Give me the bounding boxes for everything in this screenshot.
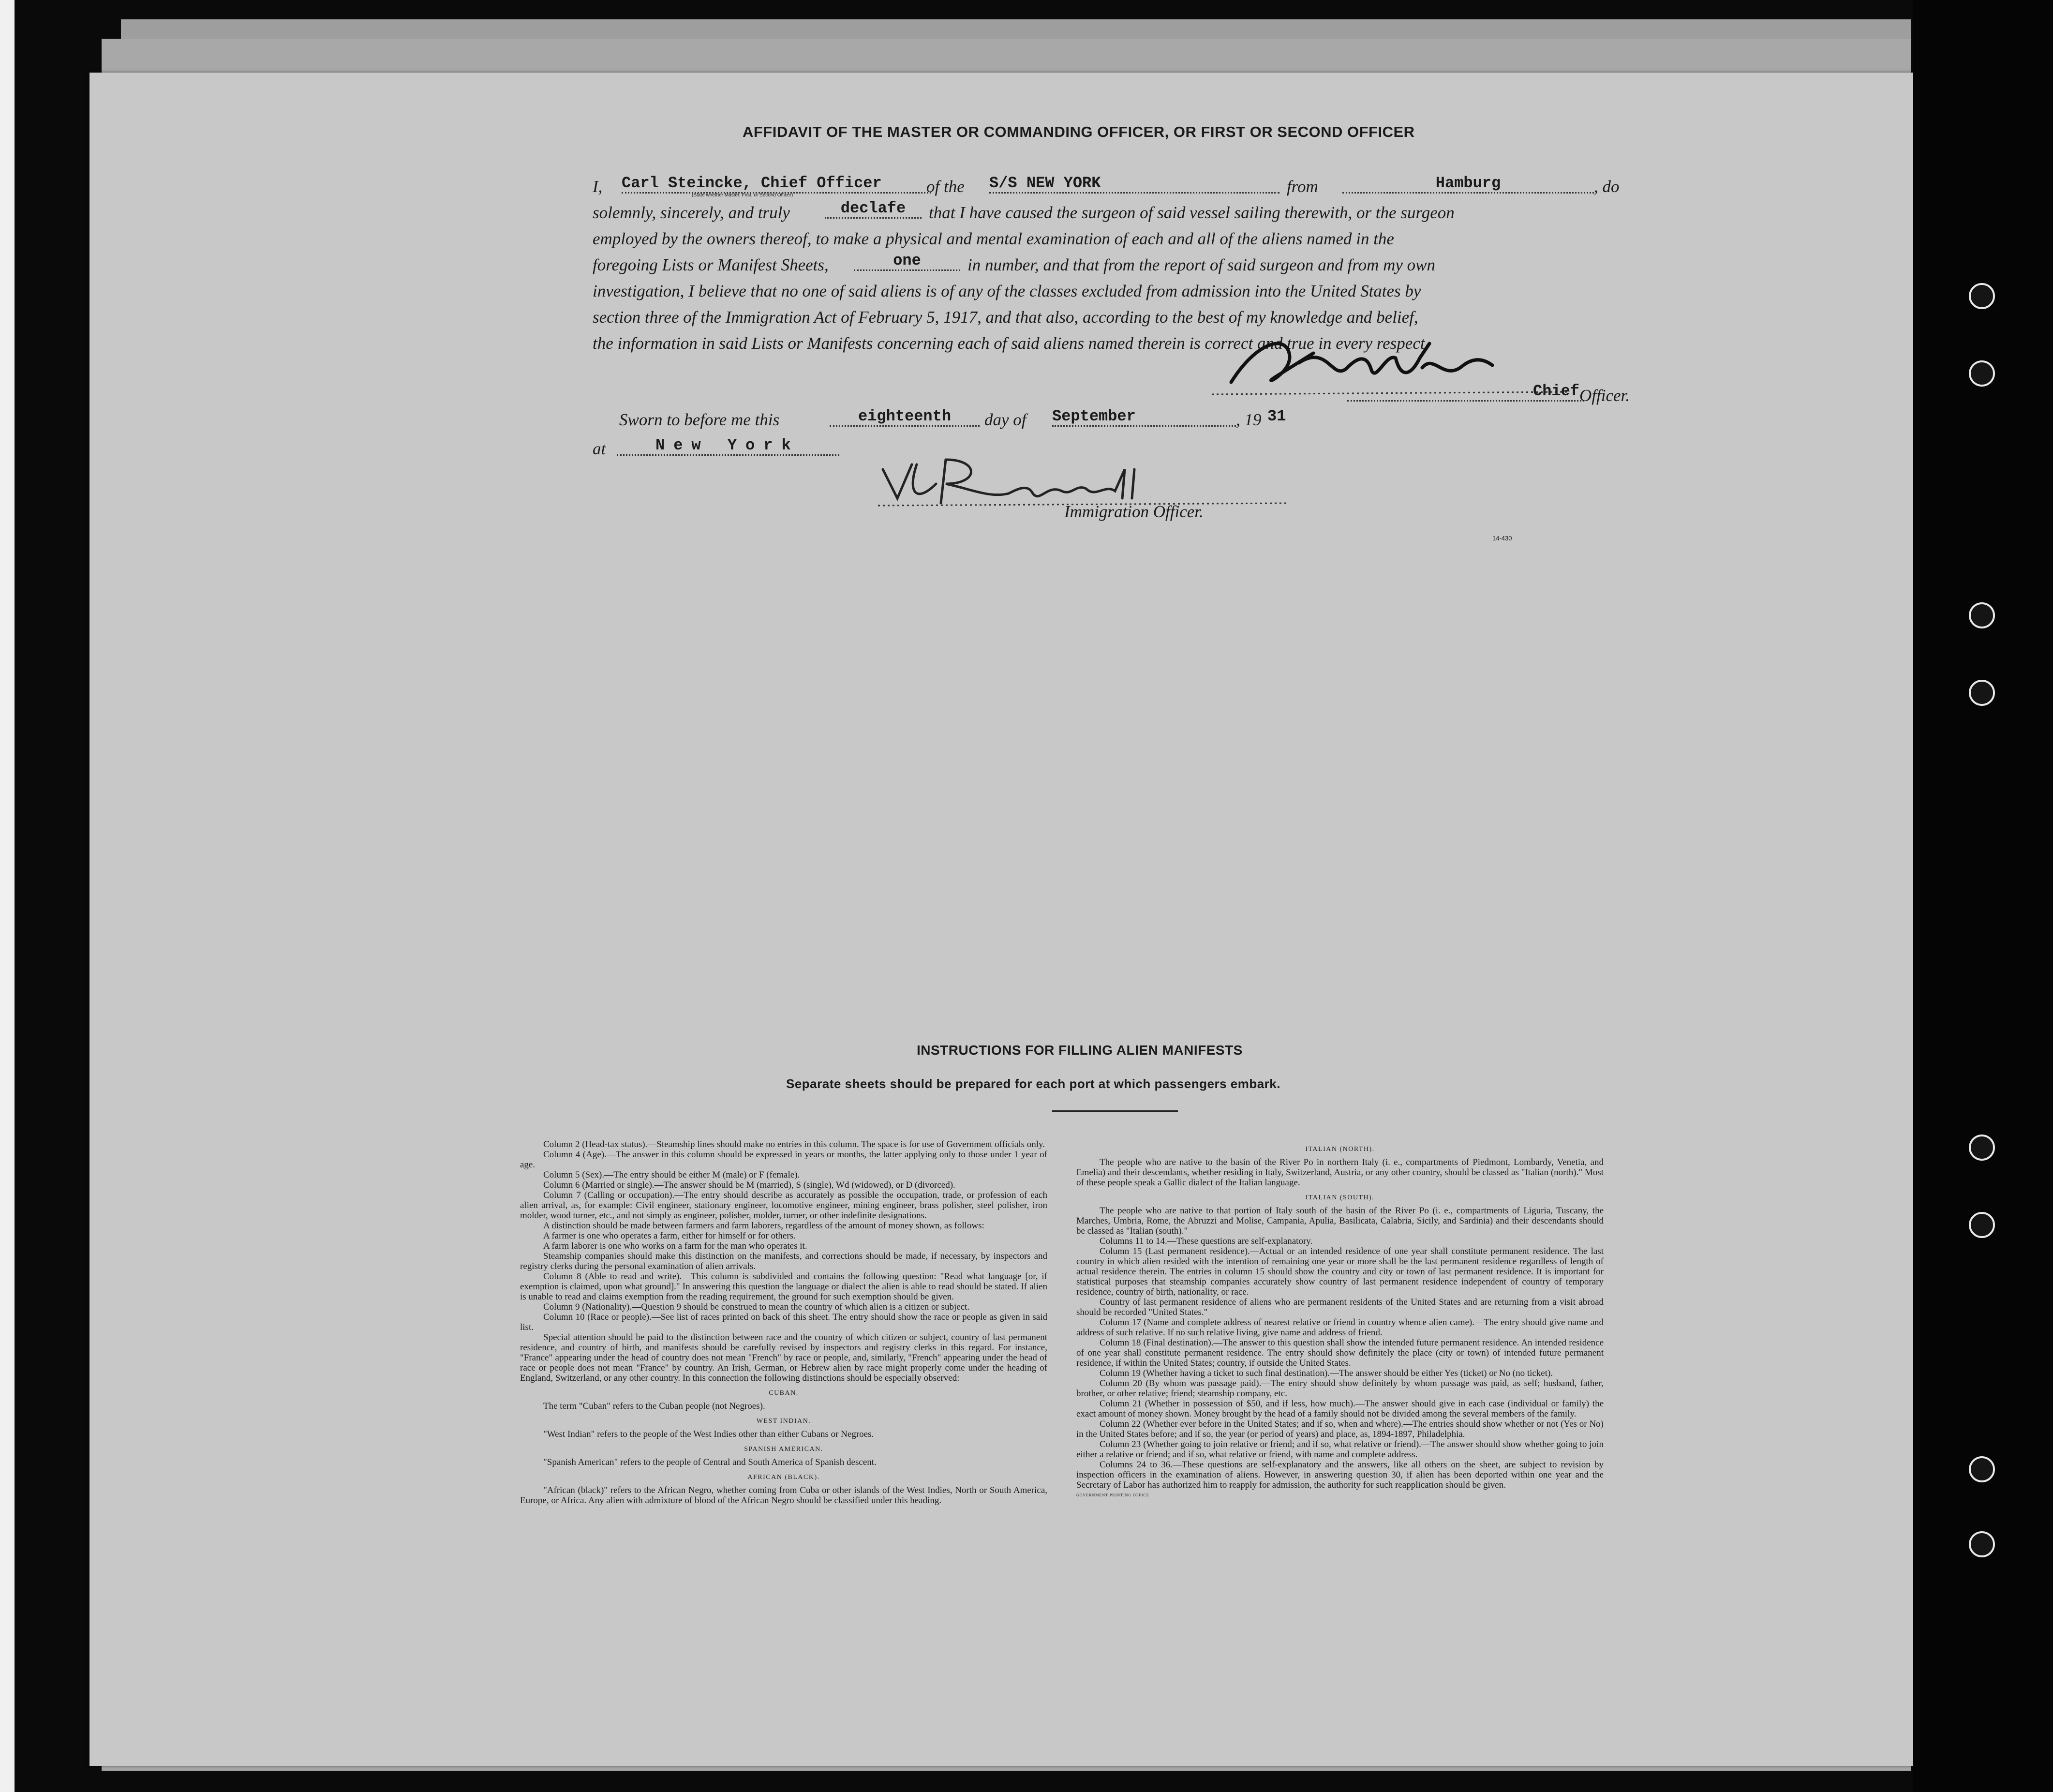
sworn-label: Sworn to before me this [619,410,780,429]
binder-hole [1969,680,1995,706]
left-para: A distinction should be made between farmers and farm laborers, regardless of the amount of money shown, as follows: [543,1221,984,1231]
binder-hole [1969,1531,1995,1557]
instructions-right-column [1076,1139,1604,1500]
instructions-subtitle: Separate sheets should be prepared for each port at which passengers embark. [786,1076,1280,1091]
sheet-count: one [854,252,960,271]
west-indian-text: "West Indian" refers to the people of the West Indies other than either Cubans or Negroes. [543,1429,874,1439]
right-para: Column 18 (Final destination).—The answer to this question shall show the intended future permanent residence. An intended residence of one year shall constitute permanent residence. The entry should show definitely the place (city or town) of intended future permanent residence, if within the United States; country, if outside the United States. [1076,1338,1604,1368]
year-suffix: 31 [1267,407,1286,425]
left-para: Column 10 (Race or people).—See list of races printed on back of this sheet. The entry should show the race or people as given in said list. [520,1312,1047,1332]
italian-north-text: The people who are native to the basin of the River Po in northern Italy (i. e., compartments of Piedmont, Lombardy, Venetia, and Emelia) and their descendants, whether residing in Italy, Switzerland, Austria, or any other country, should be classed as "Italian (north)." Most of these people speak a Gallic dialect of the Italian language. [1076,1157,1604,1188]
left-para: A farm laborer is one who works on a farm for the man who operates it. [543,1241,807,1251]
officer-name: Carl Steincke, Chief Officer [622,174,931,194]
line3: employed by the owners thereof, to make a physical and mental examination of each and all of the aliens named in the [593,229,1394,248]
cuban-text: The term "Cuban" refers to the Cuban people (not Negroes). [543,1401,765,1411]
left-para: A farmer is one who operates a farm, either for himself or for others. [543,1231,796,1241]
manifest-sheet [89,73,1913,1766]
printer-credit: GOVERNMENT PRINTING OFFICE [1076,1493,1149,1497]
sworn-day: eighteenth [830,407,980,427]
form-number: 14-430 [1492,535,1512,542]
right-para: Column 19 (Whether having a ticket to such final destination).—The answer should be either Yes (ticket) or No (no ticket). [1100,1368,1553,1378]
west-indian-heading: WEST INDIAN. [756,1418,811,1425]
line2: solemnly, sincerely, and truly [593,203,790,222]
spanish-american-text: "Spanish American" refers to the people of Central and South America of Spanish descent. [543,1457,877,1467]
left-para: Special attention should be paid to the distinction between race and the country of which citizen or subject, country of last permanent residence, and country of birth, and manifests should be carefully revised by inspectors and registry clerks in this regard. For instance, "France" appearing under the head of country does not mean "French" by race or people, and, similarly, "French" appearing under the head of race or people does not mean "France" by country. An Irish, German, or Hebrew alien by race might properly come under the heading of England, Switzerland, or any other country. In this connection the following distinctions should be especially observed: [520,1332,1047,1383]
right-para: Column 22 (Whether ever before in the United States; and if so, when and where).—The entries should show whether or not (Yes or No) in the United States before; and if so, the year (or period of years) and place, as, 1894-1897, Philadelphia. [1076,1419,1604,1439]
binder-hole [1969,1135,1995,1161]
right-para: Columns 24 to 36.—These questions are self-explanatory and the answers, like all others on the sheet, are subject to revision by inspection officers in the examination of aliens. However, in answering question 30, if alien has been deported within one year and the Secretary of Labor has authorized him to reapply for admission, the authority for such reapplication should be given. [1076,1460,1604,1490]
right-para: Country of last permanent residence of aliens who are permanent residents of the United States and are returning from a visit abroad should be recorded "United States." [1076,1297,1604,1317]
right-para: Column 17 (Name and complete address of nearest relative or friend in country whence alien came).—The entry should give name and address of such relative. If no such relative living, give name and address of friend. [1076,1317,1604,1338]
binder-hole [1969,360,1995,387]
left-para: Column 2 (Head-tax status).—Steamship lines should make no entries in this column. The space is for use of Government officials only. [543,1139,1045,1150]
year-prefix: , 19 [1236,410,1262,429]
right-para: Columns 11 to 14.—These questions are self-explanatory. [1100,1236,1313,1246]
scan-edge-left [0,0,15,1792]
italian-north-heading: ITALIAN (NORTH). [1305,1146,1375,1153]
declare-typed: declafe [825,199,922,219]
left-para: Column 8 (Able to read and write).—This column is subdivided and contains the following question: "Read what language [or, if exemption is claimed, upon what ground]." In answering this question the language or dialect the alien is able to read should be stated. If alien is unable to read and claims exemption from the reading requirement, the ground for such exemption should be given. [520,1271,1047,1302]
officer-hint: (State whether Master, First, or Second Officer) [692,193,793,198]
binder-hole [1969,1456,1995,1482]
divider-line [1052,1110,1178,1112]
african-text: "African (black)" refers to the African Negro, whether coming from Cuba or other islands of the West Indies, North or South America, Europe, or Africa. Any alien with admixture of blood of the African Negro should be classified under this heading. [520,1485,1047,1506]
affidavit-i: I, [593,177,603,196]
of-the: of the [926,177,965,196]
affidavit-title: AFFIDAVIT OF THE MASTER OR COMMANDING OFFICER, OR FIRST OR SECOND OFFICER [743,123,1415,140]
binder-hole [1969,283,1995,309]
sworn-month: September [1052,407,1236,427]
spanish-american-heading: SPANISH AMERICAN. [744,1446,823,1453]
port-name: Hamburg [1342,174,1594,194]
instructions-left-column [520,1139,1047,1506]
right-para: Column 21 (Whether in possession of $50, and if less, how much).—The answer should give in each case (individual or family) the exact amount of money shown. Money brought by the head of a family should not be divided among the several members of the family. [1076,1399,1604,1419]
binder-hole [1969,1212,1995,1238]
from-label: from [1287,177,1318,196]
left-para: Column 7 (Calling or occupation).—The entry should describe as accurately as possible the occupation, trade, or profession of each alien arrival, as, for example: Civil engineer, stationary engineer, locomotive engineer, mining engineer, brass polisher, steel polisher, iron molder, wood turner, etc., and not simply as engineer, polisher, molder, turner, or other indefinite designations. [520,1190,1047,1221]
line4a: foregoing Lists or Manifest Sheets, [593,255,829,274]
at-label: at [593,439,606,458]
right-para: The people who are native to that portion of Italy south of the basin of the River Po (i. e., compartments of Liguria, Tuscany, the Marches, Umbria, Rome, the Abruzzi and Molise, Campania, Apulia, Basilicata, Calabria, Sicily, and Sardinia) and their descendants should be classed as "Italian (south)." [1076,1206,1604,1236]
officer-label: Officer. [1579,386,1630,405]
sworn-place: New York [617,436,839,456]
left-para: Column 9 (Nationality).—Question 9 should be construed to mean the country of which alien is a citizen or subject. [543,1302,970,1312]
left-para: Column 4 (Age).—The answer in this column should be expressed in years or months, the latter applying only to those under 1 year of age. [520,1150,1047,1170]
officer-rank: Chief [1347,382,1584,402]
italian-south-heading: ITALIAN (SOUTH). [1305,1194,1375,1201]
line6: section three of the Immigration Act of February 5, 1917, and that also, according to the best of my knowledge and belief, [593,308,1418,327]
left-para: Column 5 (Sex).—The entry should be either M (male) or F (female). [543,1170,800,1180]
line7: the information in said Lists or Manifests concerning each of said aliens named therein is correct and true in every respect. [593,334,1429,353]
left-para: Column 6 (Married or single).—The answer should be M (married), S (single), Wd (widowed), or D (divorced). [543,1180,955,1190]
right-para: Column 15 (Last permanent residence).—Actual or an intended residence of one year shall constitute permanent residence. The last country in which alien resided with the intention of remaining one year or more shall be the last permanent residence regardless of length of actual residence therein. The entries in column 15 should show the country and city or town of last permanent residence. It is important for statistical purposes that steamship companies accurately show country of last permanent residence independent of country of temporary residence, country of birth, nationality, or race. [1076,1246,1604,1297]
right-para: Column 20 (By whom was passage paid).—The entry should show definitely by whom passage was paid, as self; husband, father, brother, or other relative; friend; steamship company, etc. [1076,1378,1604,1399]
binder-hole [1969,602,1995,628]
scan-edge-right [1913,0,2053,1792]
cuban-heading: CUBAN. [769,1389,799,1397]
vessel-name: S/S NEW YORK [989,174,1279,194]
line5: investigation, I believe that no one of said aliens is of any of the classes excluded from admission into the United States by [593,282,1421,300]
right-para: Column 23 (Whether going to join relative or friend; and if so, what relative or friend).—The answer should show whether going to join either a relative or friend; and if so, what relative or friend, with name and complete address. [1076,1439,1604,1460]
line2b: that I have caused the surgeon of said vessel sailing therewith, or the surgeon [929,203,1455,222]
day-of-label: day of [984,410,1026,429]
instructions-title: INSTRUCTIONS FOR FILLING ALIEN MANIFESTS [917,1043,1243,1058]
immigration-officer-label: Immigration Officer. [1064,502,1204,521]
line4b: in number, and that from the report of said surgeon and from my own [967,255,1436,274]
left-para: Steamship companies should make this distinction on the manifests, and corrections should be made, if necessary, by inspectors and registry clerks during the personal examination of alien arrivals. [520,1251,1047,1271]
do-label: , do [1594,177,1620,196]
african-heading: AFRICAN (BLACK). [747,1474,820,1481]
